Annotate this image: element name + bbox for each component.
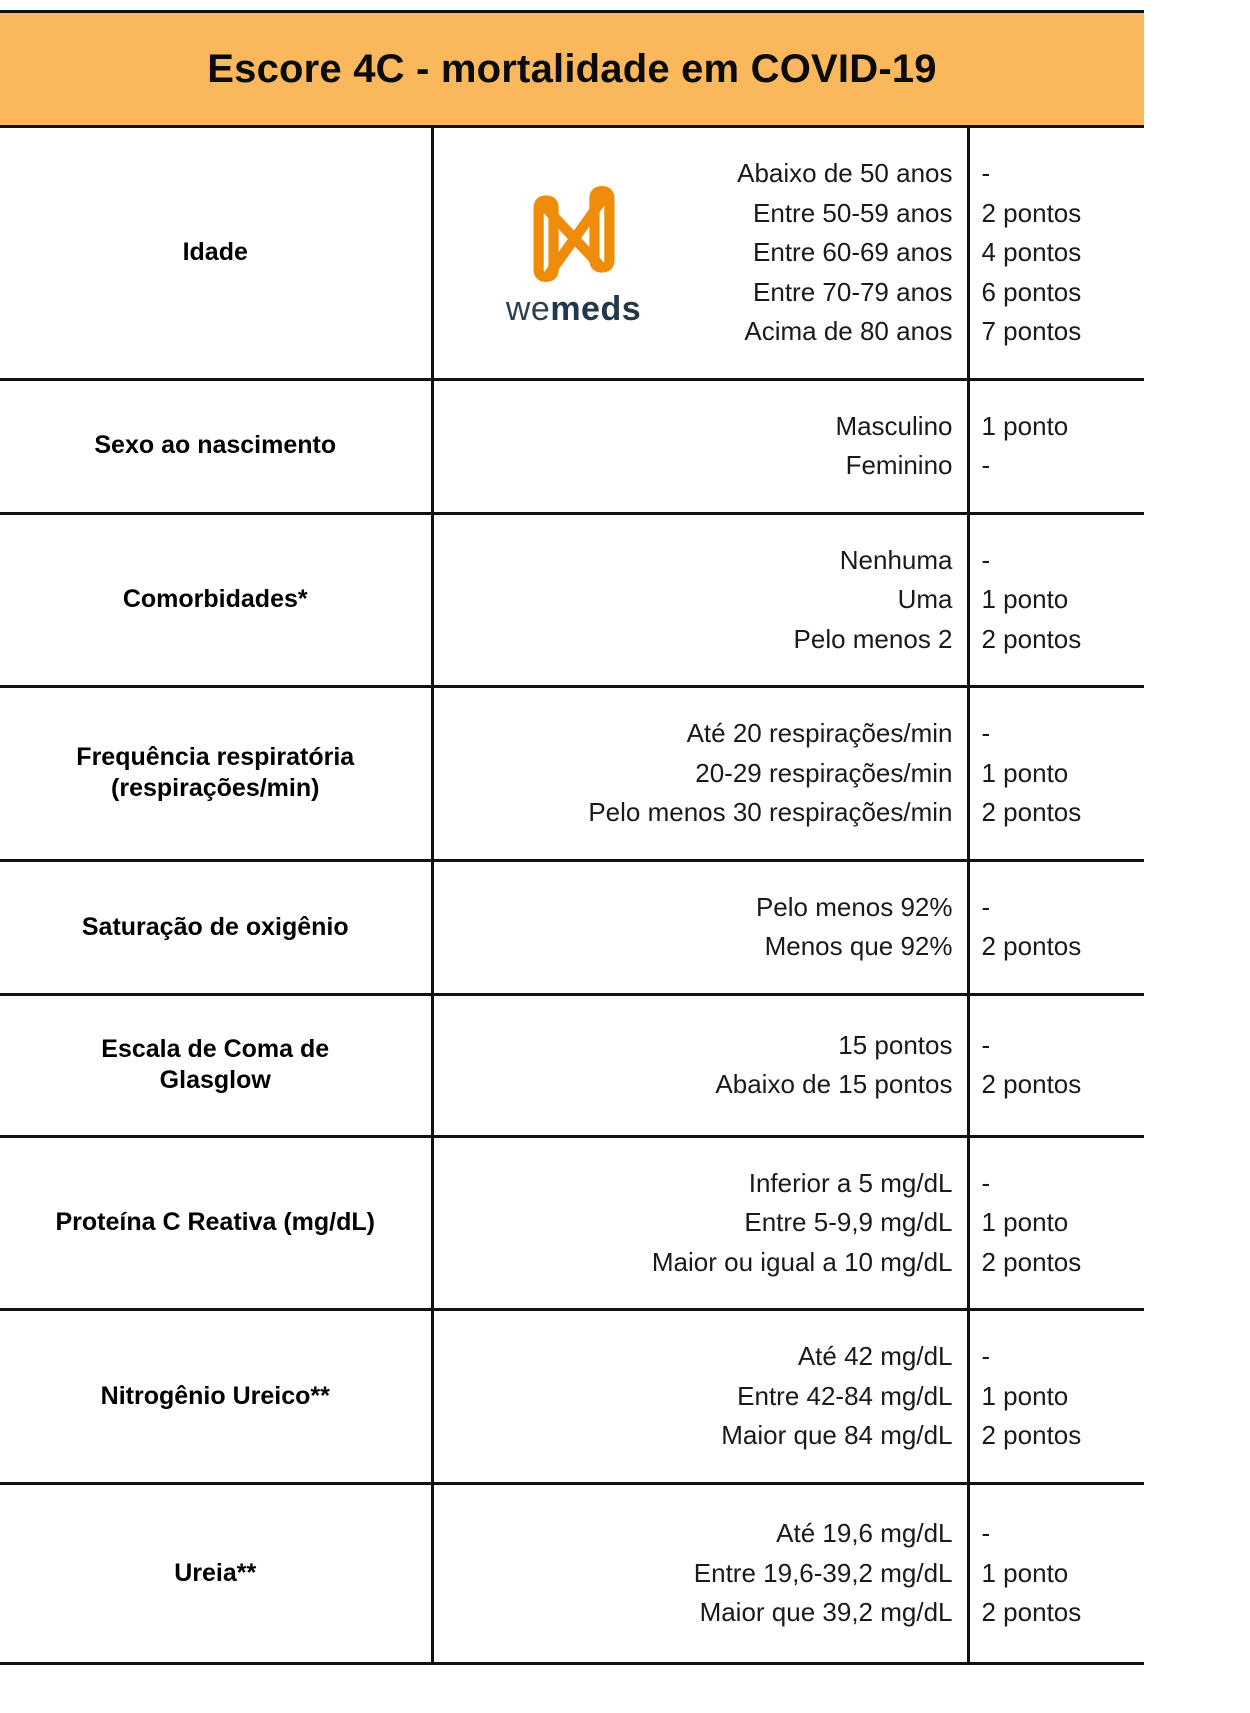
page-title-banner <box>0 10 1144 128</box>
criteria-item: Entre 60-69 anos <box>753 237 953 268</box>
criteria-item: Pelo menos 30 respirações/min <box>588 797 953 828</box>
row-label: Nitrogênio Ureico** <box>100 1381 330 1410</box>
points-item: - <box>981 450 991 481</box>
points-list <box>970 128 1145 378</box>
criteria-item: Inferior a 5 mg/dL <box>748 1167 953 1198</box>
row-label-cell <box>0 1310 432 1484</box>
points-item: 6 pontos <box>981 276 1082 307</box>
table-row <box>0 1483 1144 1663</box>
table-row <box>0 860 1144 994</box>
points-list <box>970 688 1145 859</box>
points-item: - <box>981 1029 991 1060</box>
points-item: 1 ponto <box>981 1557 1069 1588</box>
points-item: 1 ponto <box>981 1380 1069 1411</box>
points-item: - <box>981 158 991 188</box>
row-points-cell <box>968 1483 1144 1663</box>
points-item: 2 pontos <box>981 1597 1082 1628</box>
criteria-list <box>434 688 967 859</box>
row-criteria-cell <box>432 860 968 994</box>
points-item: - <box>981 1518 991 1549</box>
criteria-item: Até 42 mg/dL <box>797 1341 953 1372</box>
criteria-item: Pelo menos 92% <box>755 891 953 922</box>
points-item: 2 pontos <box>981 197 1082 228</box>
points-item: 4 pontos <box>981 237 1082 268</box>
row-label-cell <box>0 1483 432 1663</box>
points-item: 7 pontos <box>981 316 1082 347</box>
criteria-list <box>434 862 967 993</box>
row-label: Proteína C Reativa (mg/dL) <box>55 1208 375 1237</box>
row-label: Idade <box>182 238 248 267</box>
points-list <box>970 515 1145 686</box>
score-criteria-table <box>0 128 1144 1665</box>
points-item: 1 ponto <box>981 757 1069 788</box>
criteria-item: Maior ou igual a 10 mg/dL <box>651 1246 953 1277</box>
points-item: 1 ponto <box>981 1207 1069 1238</box>
row-criteria-cell <box>432 994 968 1136</box>
row-points-cell <box>968 994 1144 1136</box>
points-item: 2 pontos <box>981 1246 1082 1277</box>
row-label-cell <box>0 128 432 379</box>
criteria-item: 20-29 respirações/min <box>695 757 953 788</box>
row-criteria-cell <box>432 687 968 861</box>
row-points-cell <box>968 128 1144 379</box>
points-item: - <box>981 891 991 922</box>
criteria-item: Pelo menos 2 <box>793 623 953 654</box>
row-label-line-1: Frequência respiratória <box>76 743 355 772</box>
criteria-item: 15 pontos <box>838 1029 953 1060</box>
row-points-cell <box>968 1310 1144 1484</box>
row-points-cell <box>968 687 1144 861</box>
criteria-item: Entre 19,6-39,2 mg/dL <box>693 1557 953 1588</box>
points-item: 2 pontos <box>981 1069 1082 1100</box>
table-row <box>0 1136 1144 1310</box>
criteria-item: Masculino <box>835 410 953 441</box>
criteria-item: Abaixo de 15 pontos <box>715 1069 953 1100</box>
table-row <box>0 128 1144 379</box>
row-criteria-cell <box>432 1136 968 1310</box>
row-criteria-cell <box>432 379 968 513</box>
criteria-item: Entre 50-59 anos <box>753 197 953 228</box>
points-item: 2 pontos <box>981 797 1082 828</box>
criteria-item: Menos que 92% <box>764 931 953 962</box>
wordmark-meds: meds <box>550 289 642 328</box>
criteria-item: Até 20 respirações/min <box>686 718 953 749</box>
points-item: - <box>981 1167 991 1198</box>
row-label: Comorbidades* <box>122 585 308 614</box>
criteria-item: Uma <box>897 584 953 615</box>
points-list <box>970 862 1145 993</box>
criteria-item: Feminino <box>845 450 953 481</box>
points-item: - <box>981 544 991 575</box>
row-label-line-2: (respirações/min) <box>111 774 320 803</box>
table-row <box>0 513 1144 687</box>
criteria-list <box>434 128 967 378</box>
criteria-item: Acima de 80 anos <box>744 316 953 347</box>
table-row <box>0 1310 1144 1484</box>
criteria-list <box>434 1311 967 1482</box>
row-label-cell <box>0 860 432 994</box>
table-row <box>0 994 1144 1136</box>
row-criteria-cell <box>432 513 968 687</box>
row-label-cell <box>0 994 432 1136</box>
row-criteria-cell <box>432 1483 968 1663</box>
row-points-cell <box>968 860 1144 994</box>
row-label-line-1: Escala de Coma de <box>101 1034 330 1063</box>
points-list <box>970 1488 1145 1659</box>
points-item: 2 pontos <box>981 623 1082 654</box>
row-points-cell <box>968 513 1144 687</box>
criteria-item: Nenhuma <box>839 544 953 575</box>
row-label: Saturação de oxigênio <box>81 912 349 941</box>
row-label <box>0 1028 431 1103</box>
row-points-cell <box>968 379 1144 513</box>
criteria-list <box>434 381 967 512</box>
criteria-item: Entre 42-84 mg/dL <box>737 1380 953 1411</box>
row-label: Sexo ao nascimento <box>94 431 337 460</box>
points-item: 1 ponto <box>981 584 1069 615</box>
points-list <box>970 381 1145 512</box>
points-item: - <box>981 718 991 749</box>
table-row <box>0 687 1144 861</box>
points-item: 2 pontos <box>981 931 1082 962</box>
criteria-list <box>434 1488 967 1659</box>
points-list <box>970 1311 1145 1482</box>
criteria-item: Entre 70-79 anos <box>753 276 953 307</box>
row-label-line-2: Glasglow <box>159 1066 271 1095</box>
points-list <box>970 1000 1145 1131</box>
criteria-list <box>434 1000 967 1131</box>
row-label-cell <box>0 513 432 687</box>
row-label-cell <box>0 687 432 861</box>
criteria-item: Até 19,6 mg/dL <box>776 1518 953 1549</box>
row-criteria-cell <box>432 128 968 379</box>
criteria-list <box>434 515 967 686</box>
criteria-list <box>434 1138 967 1309</box>
wordmark-we: we <box>505 289 551 328</box>
table-row <box>0 379 1144 513</box>
page-title: Escore 4C - mortalidade em COVID-19 <box>207 47 937 91</box>
row-label: Ureia** <box>174 1558 257 1587</box>
criteria-item: Abaixo de 50 anos <box>737 158 953 188</box>
points-item: 2 pontos <box>981 1420 1082 1451</box>
row-points-cell <box>968 1136 1144 1310</box>
criteria-item: Maior que 84 mg/dL <box>721 1420 953 1451</box>
points-item: 1 ponto <box>981 410 1069 441</box>
row-label-cell <box>0 1136 432 1310</box>
row-label-cell <box>0 379 432 513</box>
points-list <box>970 1138 1145 1309</box>
points-item: - <box>981 1341 991 1372</box>
row-label <box>0 736 431 811</box>
criteria-item: Maior que 39,2 mg/dL <box>699 1597 953 1628</box>
row-criteria-cell <box>432 1310 968 1484</box>
criteria-item: Entre 5-9,9 mg/dL <box>744 1207 953 1238</box>
